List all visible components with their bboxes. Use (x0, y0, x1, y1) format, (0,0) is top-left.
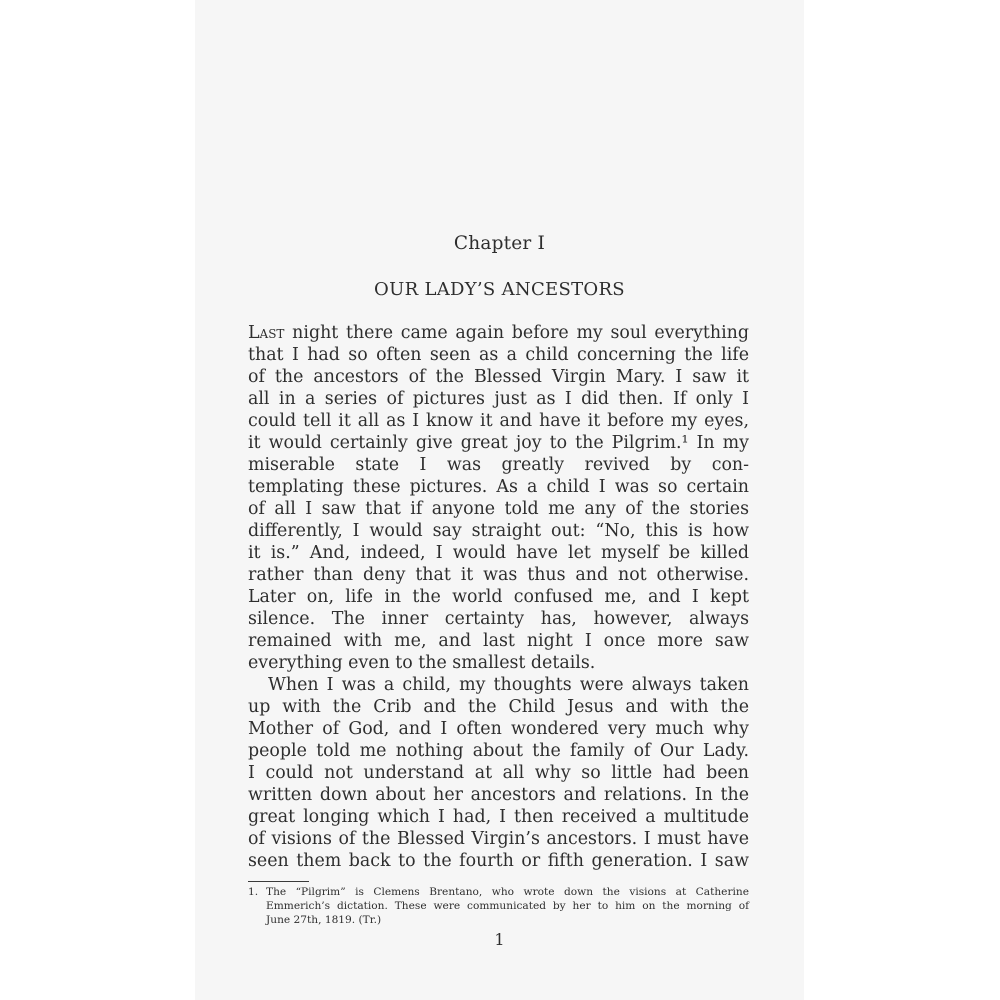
footnote-line: Emmerich’s dictation. These were communicated by her to him on the morning of (266, 900, 749, 912)
footnote-line: The “Pilgrim” is Clemens Brentano, who wrote down the visions at Catherine (266, 886, 749, 898)
body-line: seen them back to the fourth or fifth generation. I saw (248, 851, 749, 871)
body-line: that I had so often seen as a child concerning the life (248, 345, 749, 365)
body-line: silence. The inner certainty has, however, always (248, 609, 749, 629)
body-line: great longing which I had, I then received a multitude (248, 807, 749, 827)
body-line: it is.” And, indeed, I would have let myself be killed (248, 543, 749, 563)
footnote-1 (248, 885, 749, 927)
chapter-title: OUR LADY’S ANCESTORS (374, 279, 625, 300)
body-line: everything even to the smallest details. (248, 653, 596, 673)
chapter-label: Chapter I (453, 233, 546, 254)
footnote-divider (248, 881, 309, 882)
page-number: 1 (494, 930, 505, 949)
book-page (195, 0, 804, 1000)
body-line: templating these pictures. As a child I was so certain (248, 477, 749, 497)
body-line: written down about her ancestors and relations. In the (248, 785, 749, 805)
body-line: Mother of God, and I often wondered very much why (248, 719, 749, 739)
body-line: Later on, life in the world confused me, and I kept (248, 587, 749, 607)
body-line: up with the Crib and the Child Jesus and with the (248, 697, 749, 717)
drop-smallcaps-word: Last (248, 323, 285, 343)
footnote-line: June 27th, 1819. (Tr.) (266, 914, 382, 926)
body-line: miserable state I was greatly revived by con- (248, 455, 749, 475)
body-line: could tell it all as I know it and have it before my eyes, (248, 411, 749, 431)
body-line: all in a series of pictures just as I did then. If only I (248, 389, 749, 409)
footnote-text (266, 885, 749, 927)
body-line: of the ancestors of the Blessed Virgin Mary. I saw it (248, 367, 749, 387)
body-line: of all I saw that if anyone told me any of the stories (248, 499, 749, 519)
body-line: When I was a child, my thoughts were always taken (268, 675, 749, 695)
body-line: it would certainly give great joy to the Pilgrim.¹ In my (248, 433, 749, 453)
body-line: rather than deny that it was thus and not otherwise. (248, 565, 749, 585)
body-line: Last night there came again before my soul everything (248, 323, 749, 343)
body-line: of visions of the Blessed Virgin’s ancestors. I must have (248, 829, 749, 849)
footnotes (248, 885, 749, 927)
body-line: I could not understand at all why so little had been (248, 763, 749, 783)
body-text (248, 322, 749, 872)
body-line: differently, I would say straight out: “No, this is how (248, 521, 749, 541)
body-line: remained with me, and last night I once more saw (248, 631, 749, 651)
body-line: people told me nothing about the family of Our Lady. (248, 741, 749, 761)
footnote-number: 1. (248, 886, 259, 898)
